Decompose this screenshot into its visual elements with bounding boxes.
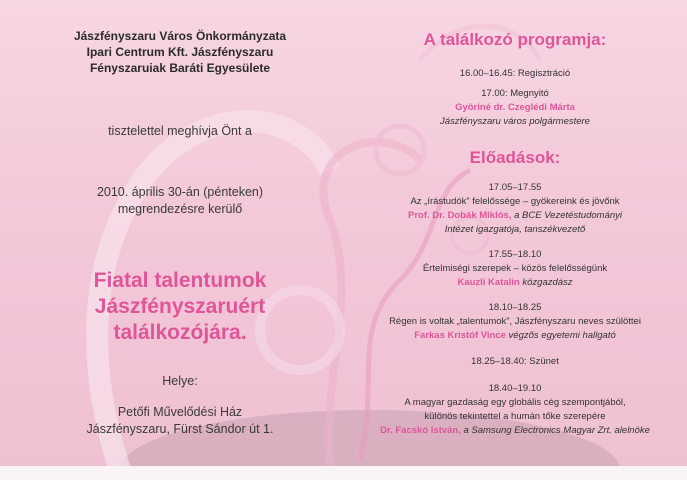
talk-speaker-line (350, 424, 680, 438)
venue-label: Helye: (162, 374, 198, 388)
program-heading: A találkozó programja: (423, 30, 607, 49)
talk-title-cont: különös tekintettel a humán tőke szerepére (424, 411, 606, 422)
talk-title: Értelmiségi szerepek – közös felelősségünk (422, 263, 608, 274)
opening-block (350, 87, 680, 129)
lectures-heading: Előadások: (469, 148, 561, 167)
date-line: megrendezésre kerülő (117, 202, 243, 216)
break: 18.25–18.40: Szünet (471, 356, 559, 367)
talk-speaker-line (350, 329, 680, 343)
talk-title: Az „írástudók” felelőssége – gyökereink és jövőnk (410, 196, 620, 207)
talk-time: 18.10–18.25 (488, 302, 542, 313)
talk-speaker: Farkas Kristóf Vince (414, 330, 506, 341)
talk-role: a BCE Vezetéstudományi (511, 210, 622, 221)
organizer-1: Jászfényszaru Város Önkormányzata (73, 29, 287, 43)
page-bottom-edge (0, 466, 687, 480)
opening-role: Jászfényszaru város polgármestere (440, 116, 590, 127)
talk-title: Régen is voltak „talentumok”, Jászfényszaru neves szülöttei (389, 316, 641, 327)
talk-role: végzős egyetemi hallgató (505, 330, 616, 341)
talk-3 (350, 301, 680, 343)
talk-1 (350, 181, 680, 237)
program-right-panel (350, 0, 680, 480)
talk-role-cont: Intézet igazgatója, tanszékvezető (444, 224, 586, 235)
invitation-left-panel (20, 0, 340, 480)
venue-line: Jászfényszaru, Fürst Sándor út 1. (86, 422, 274, 436)
organizers (20, 28, 340, 76)
title-line: Jászfényszaruért (94, 295, 266, 318)
talk-title: A magyar gazdaság egy globális cég szempontjából, (404, 397, 626, 408)
talk-speaker-line (350, 276, 680, 290)
venue-line: Petőfi Művelődési Ház (117, 405, 243, 419)
registration: 16.00–16.45: Regisztráció (459, 68, 571, 79)
talk-speaker: Dr. Facskó István, (380, 425, 461, 436)
talk-time: 17.05–17.55 (488, 182, 542, 193)
talk-4 (350, 382, 680, 438)
talk-speaker: Kauzli Katalin (457, 277, 520, 288)
venue-address (20, 404, 340, 438)
talk-speaker: Prof. Dr. Dobák Miklós, (407, 210, 512, 221)
talk-role: közgazdász (519, 277, 573, 288)
organizer-2: Ipari Centrum Kft. Jászfényszaru (86, 45, 274, 59)
title-line: Fiatal talentumok (93, 269, 267, 292)
title-line: találkozójára. (113, 321, 247, 344)
invite-text: tisztelettel meghívja Önt a (108, 124, 252, 138)
event-title (20, 268, 340, 346)
date-line: 2010. április 30-án (pénteken) (96, 185, 264, 199)
talk-time: 17.55–18.10 (488, 249, 542, 260)
talk-speaker-line (350, 209, 680, 223)
opening-speaker: Györiné dr. Czeglédi Márta (455, 102, 575, 113)
organizer-3: Fényszaruiak Baráti Egyesülete (89, 61, 271, 75)
talk-time: 18.40–19.10 (488, 383, 542, 394)
talk-2 (350, 248, 680, 290)
talk-role: a Samsung Electronics Magyar Zrt. alelnöke (460, 425, 650, 436)
event-date (20, 184, 340, 218)
opening-time: 17.00: Megnyitó (481, 88, 549, 99)
